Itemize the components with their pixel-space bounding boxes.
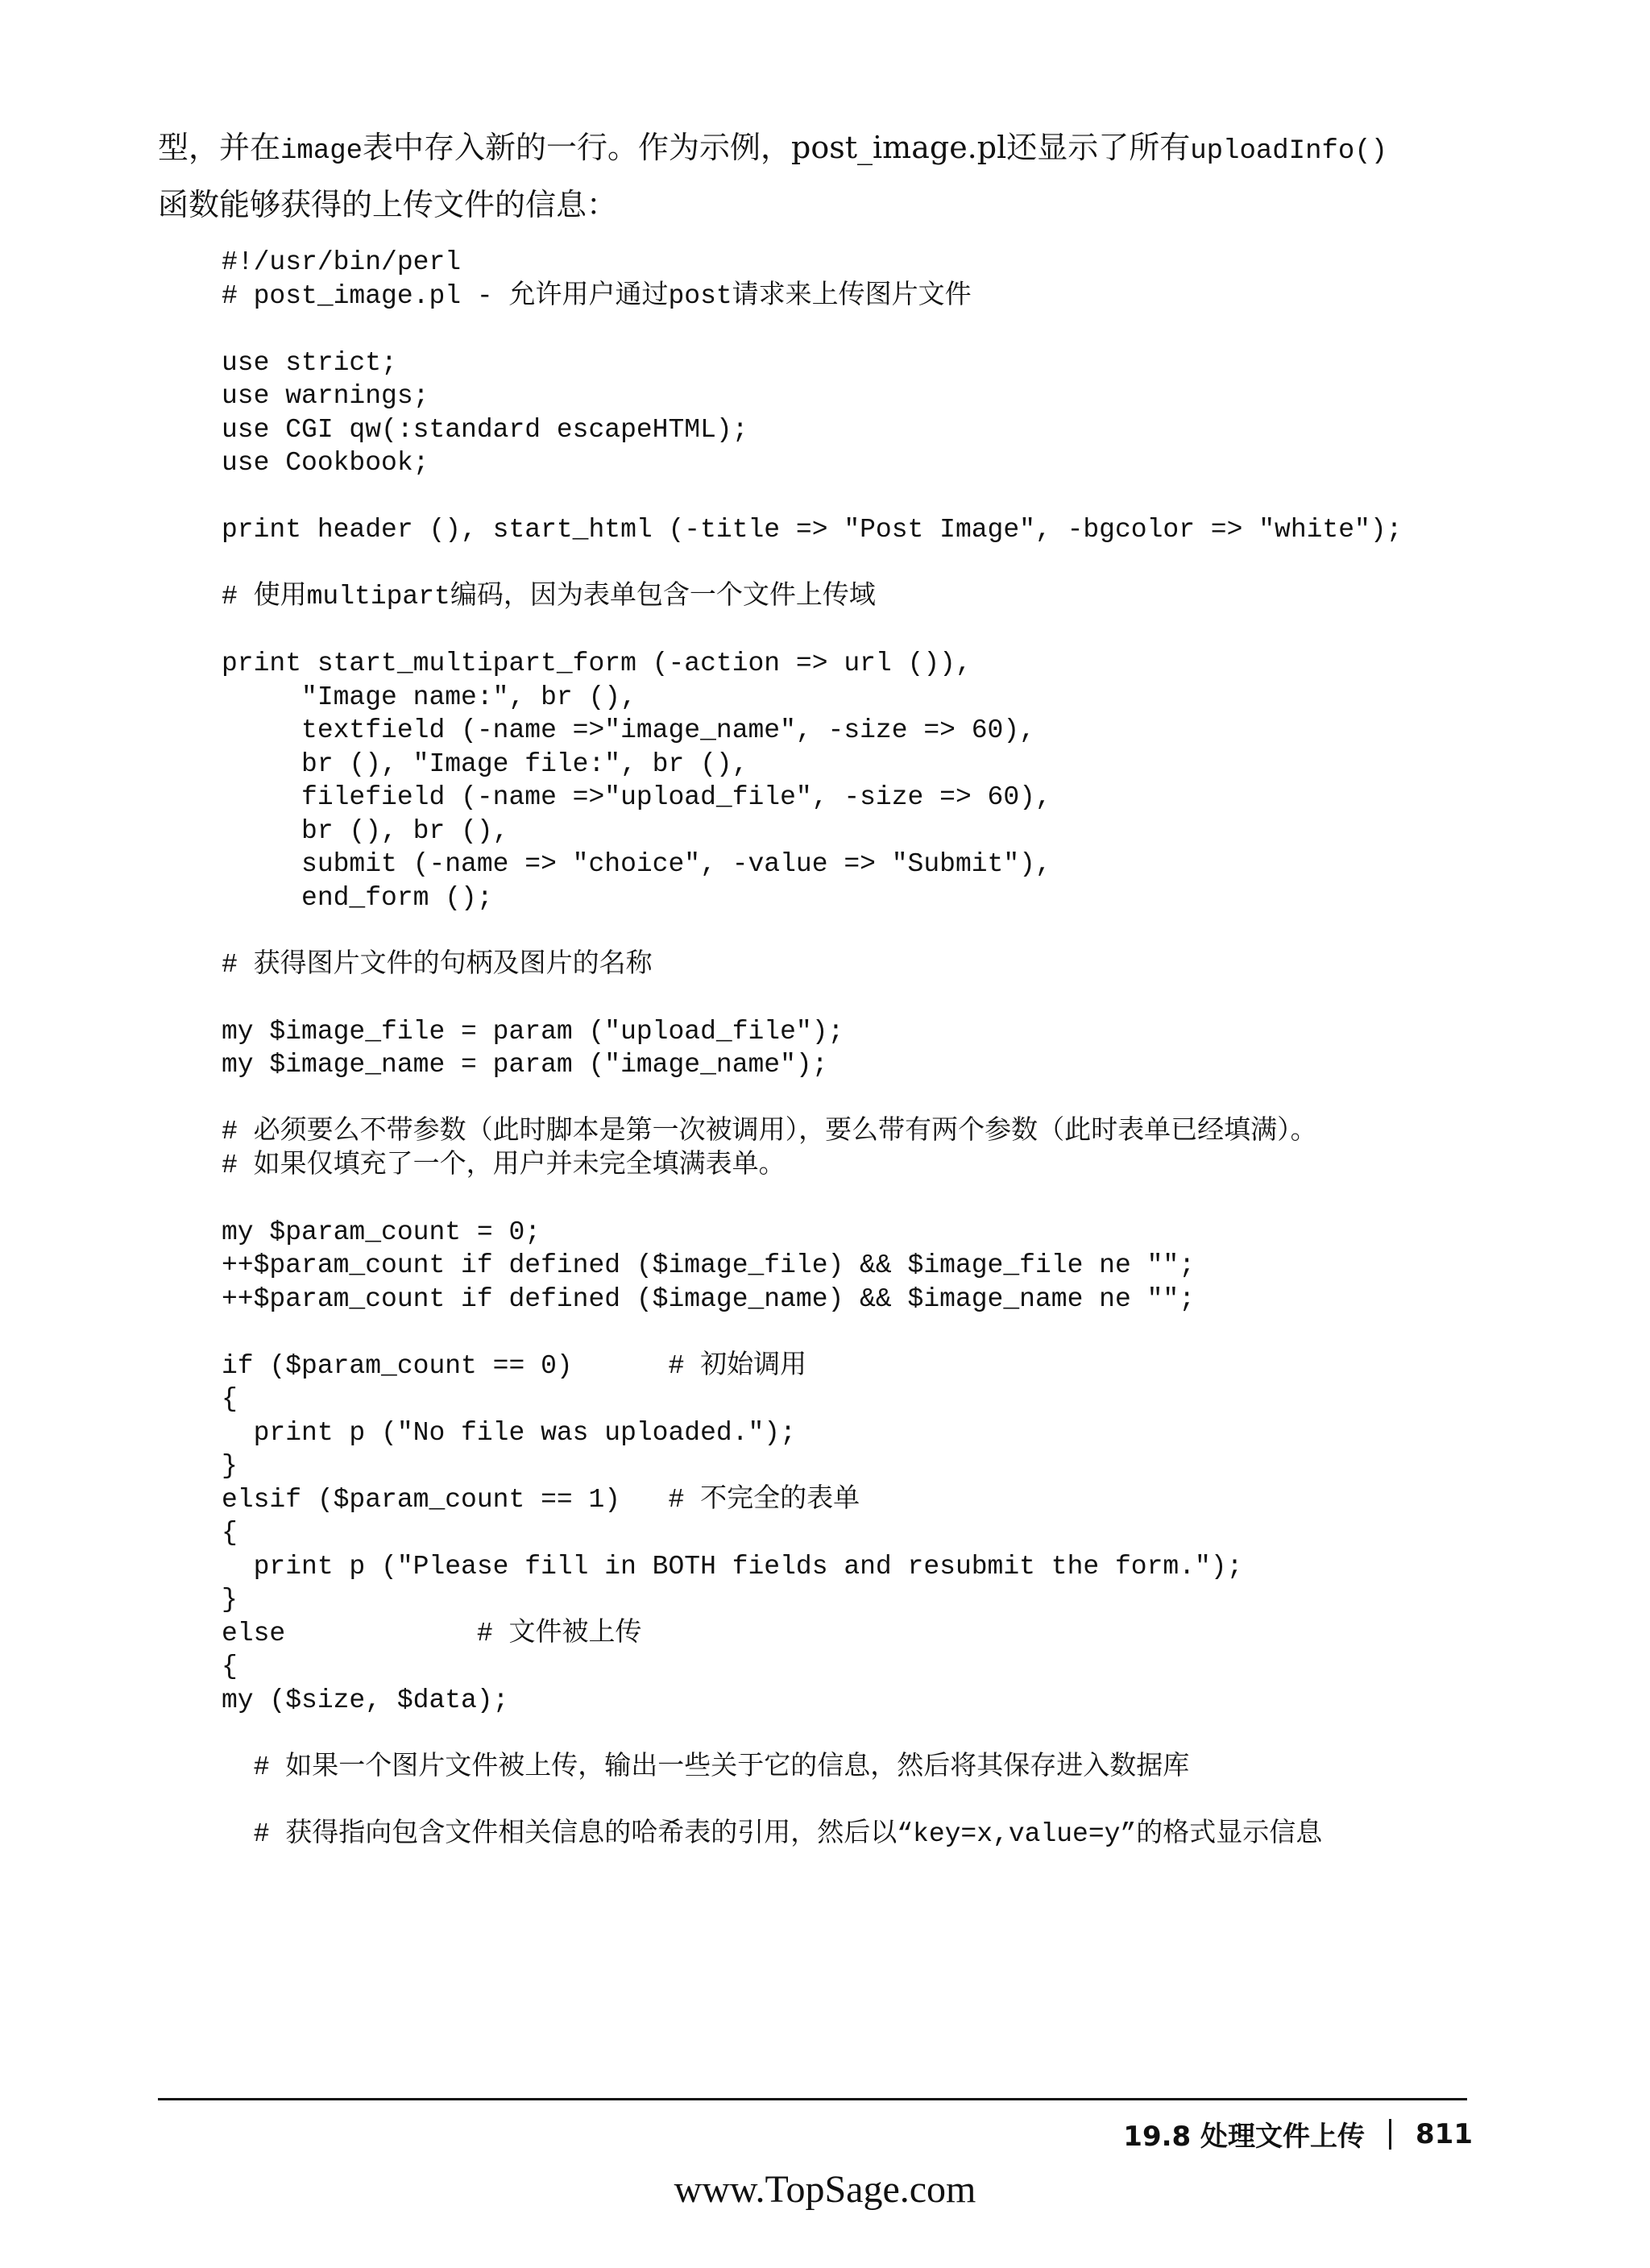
intro-text-2: 表中存入新的一行。作为示例，post_image.pl还显示了所有 <box>363 130 1191 165</box>
code-line: elsif ($param_count == 1) # 不完全的表单 <box>222 1484 860 1515</box>
code-line: # 如果一个图片文件被上传，输出一些关于它的信息，然后将其保存进入数据库 <box>222 1752 1190 1782</box>
code-line: if ($param_count == 0) # 初始调用 <box>222 1350 807 1381</box>
intro-text-3: 函数能够获得的上传文件的信息： <box>158 187 618 222</box>
code-line: } <box>222 1585 238 1615</box>
code-line: use warnings; <box>222 381 429 411</box>
intro-code-image: image <box>280 136 363 167</box>
intro-paragraph <box>158 121 1495 231</box>
code-line: my $image_file = param ("upload_file"); <box>222 1016 844 1047</box>
code-line: print p ("No file was uploaded."); <box>222 1417 796 1448</box>
code-line: print header (), start_html (-title => "Post Image", -bgcolor => "white"); <box>222 515 1403 545</box>
page-number: 811 <box>1416 2117 1473 2150</box>
code-line: else # 文件被上传 <box>222 1618 642 1648</box>
code-line: use Cookbook; <box>222 448 429 478</box>
code-line: my $param_count = 0; <box>222 1217 541 1247</box>
code-line: # 使用multipart编码，因为表单包含一个文件上传域 <box>222 582 876 612</box>
code-line: my ($size, $data); <box>222 1685 509 1715</box>
watermark-url: www.TopSage.com <box>674 2168 976 2211</box>
code-line: "Image name:", br (), <box>222 682 636 712</box>
code-line: { <box>222 1518 238 1548</box>
intro-text-1: 型，并在 <box>158 130 281 165</box>
code-line: ++$param_count if defined ($image_file) && $image_file ne ""; <box>222 1250 1195 1280</box>
code-line: br (), "Image file:", br (), <box>222 748 748 779</box>
code-line: textfield (-name =>"image_name", -size => 60), <box>222 715 1035 745</box>
code-line: { <box>222 1652 238 1681</box>
code-line: # 获得图片文件的句柄及图片的名称 <box>222 949 653 980</box>
intro-code-uploadinfo: uploadInfo() <box>1190 136 1388 167</box>
code-line: #!/usr/bin/perl <box>222 247 462 277</box>
footer-rule <box>158 2098 1467 2100</box>
code-line: ++$param_count if defined ($image_name) && $image_name ne ""; <box>222 1283 1195 1314</box>
code-line: submit (-name => "choice", -value => "Submit"), <box>222 849 1051 879</box>
section-title: 19.8 处理文件上传 <box>1123 2121 1366 2153</box>
code-listing <box>222 246 1551 1851</box>
code-line: my $image_name = param ("image_name"); <box>222 1050 828 1080</box>
code-line: use CGI qw(:standard escapeHTML); <box>222 414 748 445</box>
code-line: # 获得指向包含文件相关信息的哈希表的引用，然后以“key=x,value=y”的格式显示信息 <box>222 1818 1323 1849</box>
code-line: print p ("Please fill in BOTH fields and resubmit the form."); <box>222 1551 1243 1582</box>
code-line: print start_multipart_form (-action => url ()), <box>222 649 972 678</box>
code-line: # post_image.pl - 允许用户通过post请求来上传图片文件 <box>222 280 972 311</box>
code-line: use strict; <box>222 347 397 378</box>
code-line: } <box>222 1451 238 1481</box>
page-footer <box>1123 2114 1473 2154</box>
code-line: # 如果仅填充了一个，用户并未完全填满表单。 <box>222 1150 786 1180</box>
code-line: filefield (-name =>"upload_file", -size => 60), <box>222 782 1051 812</box>
footer-separator <box>1389 2119 1391 2150</box>
code-line: br (), br (), <box>222 815 509 846</box>
code-line: end_form (); <box>222 882 493 913</box>
code-line: # 必须要么不带参数（此时脚本是第一次被调用），要么带有两个参数（此时表单已经填满）。 <box>222 1117 1317 1146</box>
code-line: { <box>222 1384 238 1414</box>
